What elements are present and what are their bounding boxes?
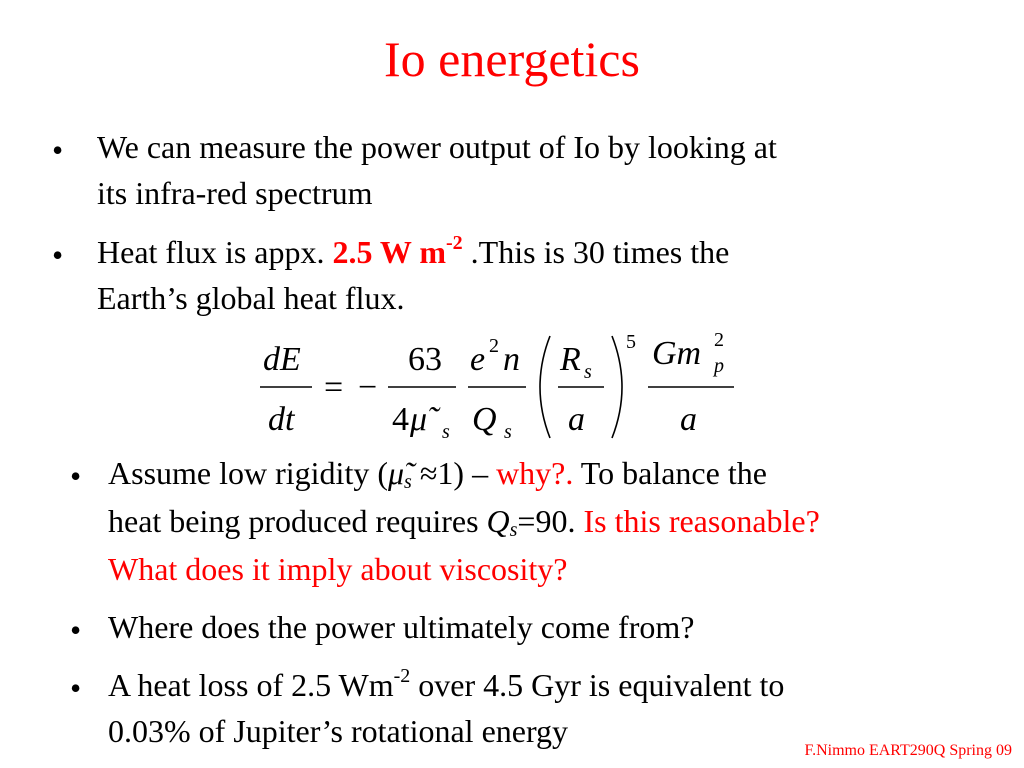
tidal-heating-equation [258,330,738,445]
eq-f2-den-q: Q [472,401,497,438]
eq-f1-numerator: 63 [408,341,442,378]
eq-f3-den: a [568,401,585,438]
q-symbol: Q [486,503,510,539]
bullet-5-post: over 4.5 Gyr is equivalent to [410,667,785,703]
bullet-2-post: .This is 30 times the [462,234,730,270]
slide-title: Io energetics [384,31,640,87]
rigidity-mu-sub: s [404,471,412,493]
eq-lhs-denominator: dt [268,401,295,438]
bullet-3-line-2-pre: heat being produced requires [108,503,487,539]
eq-f2-den-sub: s [504,421,512,443]
eq-f2-num-e: e [470,341,486,378]
bullet-dot: • [70,670,82,706]
bullet-2-line-2: Earth’s global heat flux. [97,280,405,316]
bullet-3-line-3: What does it imply about viscosity? [108,551,568,587]
reasonable-question: Is this reasonable? [583,503,820,539]
eq-f4-num-sub: p [714,355,724,377]
eq-lhs-numerator: dE [263,341,301,378]
eq-right-paren [612,336,622,438]
bullet-3-mid: ) – [453,455,497,491]
q-value: =90. [517,503,584,539]
bullet-dot: • [52,237,64,273]
eq-f1-den-sub: s [442,421,450,443]
bullet-dot: • [52,132,64,168]
eq-f2-num-sup: 2 [489,335,499,357]
eq-power: 5 [626,331,636,353]
bullet-5-line-1 [108,662,784,708]
bullet-3-post: To balance the [573,455,767,491]
bullet-dot: • [70,612,82,648]
bullet-1-line-2: its infra-red spectrum [97,175,373,211]
eq-left-paren [540,336,550,438]
eq-f2-num-n: n [503,341,520,378]
eq-f1-den-mu: μ̃ [410,401,428,438]
eq-f3-num-sub: s [584,361,592,383]
bullet-3-line-2 [108,498,820,553]
rigidity-mu: μ̃ [387,455,405,491]
heat-flux-exponent: -2 [446,232,463,255]
bullet-4: Where does the power ultimately come from? [108,609,695,645]
eq-f4-num: Gm [652,335,702,372]
bullet-3-pre: Assume low rigidity ( [108,455,388,491]
why-question: why?. [496,455,574,491]
bullet-1-line-1: We can measure the power output of Io by looking at [97,129,777,165]
q-symbol-sub: s [509,519,518,541]
rigidity-relation: ≈1 [411,455,454,491]
bullet-2-pre: Heat flux is appx. [97,234,333,270]
eq-equals: = [324,369,344,406]
bullet-5-line-2: 0.03% of Jupiter’s rotational energy [108,713,569,749]
bullet-dot: • [70,458,82,494]
eq-f1-den-coef: 4 [392,401,409,438]
eq-f3-num-r: R [560,341,581,378]
bullet-2-line-1 [97,229,729,275]
heat-flux-value: 2.5 W m [332,234,446,270]
eq-minus: − [358,369,378,406]
bullet-5-exponent: -2 [393,665,411,688]
eq-f4-num-sup: 2 [714,330,724,351]
eq-f4-den: a [680,401,697,438]
bullet-5-pre: A heat loss of 2.5 Wm [108,667,394,703]
slide-footer: F.Nimmo EART290Q Spring 09 [804,742,1012,759]
bullet-3-line-1 [108,450,767,505]
